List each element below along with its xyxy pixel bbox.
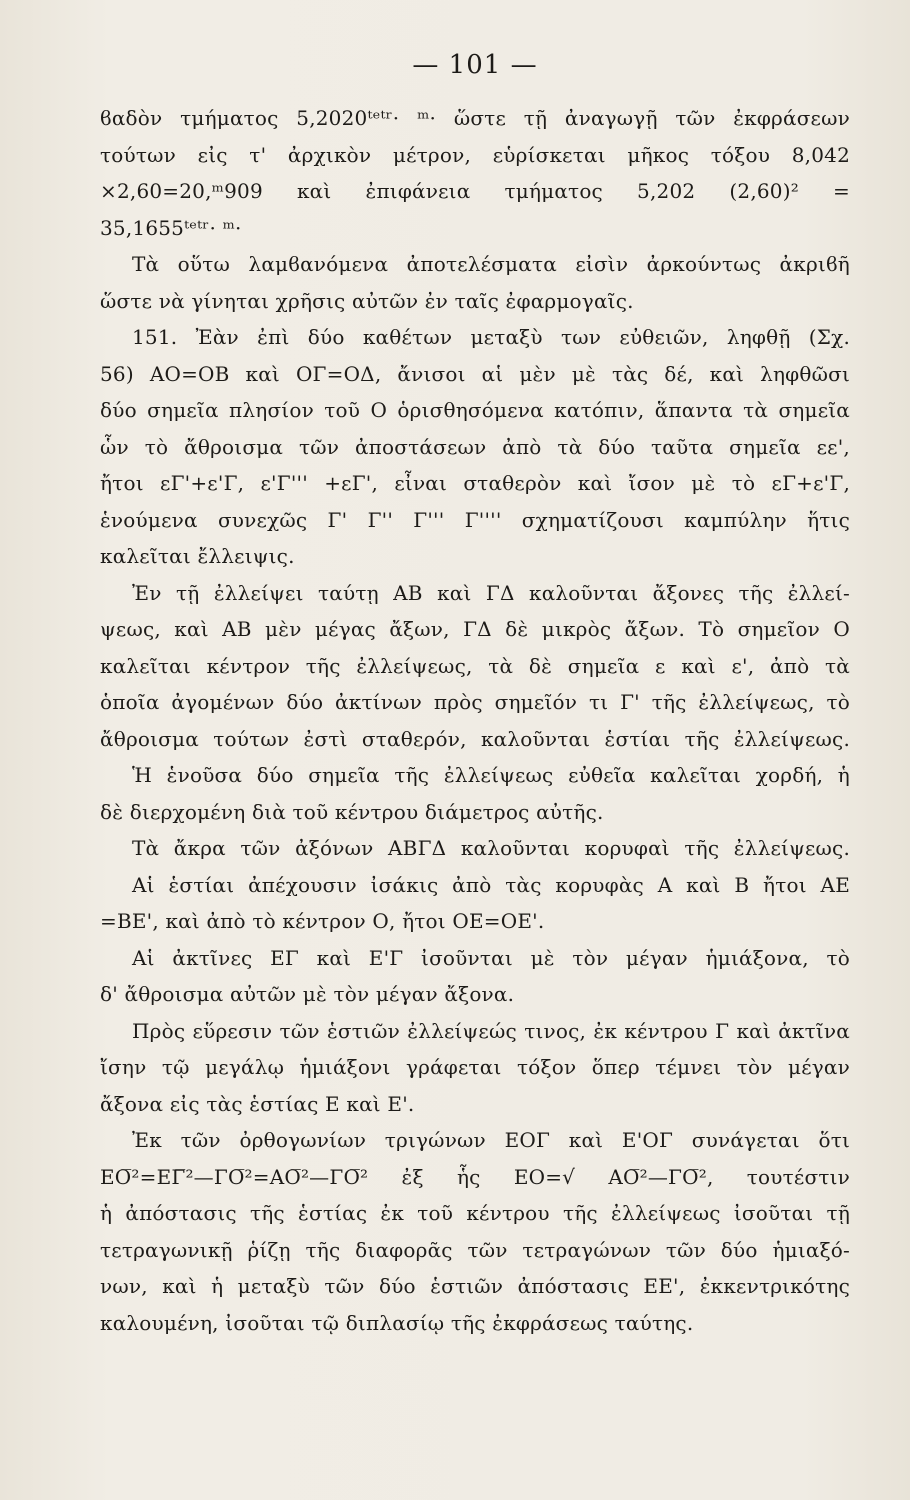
- text-line: 56) ΑΟ=ΟΒ καὶ ΟΓ=ΟΔ, ἄνισοι αἱ μὲν μὲ τὰς δέ, καὶ ληφθῶσι: [100, 361, 850, 386]
- text-line: ἄθροισμα τούτων ἐστὶ σταθερόν, καλοῦνται ἑστίαι τῆς ἐλλείψεως.: [100, 726, 850, 751]
- text-line: δ' ἄθροισμα αὐτῶν μὲ τὸν μέγαν ἄξονα.: [100, 982, 515, 1006]
- text-line: ὧν τὸ ἄθροισμα τῶν ἀποστάσεων ἀπὸ τὰ δύο ταῦτα σημεῖα εε',: [100, 434, 850, 459]
- text-line: Ἐν τῇ ἐλλείψει ταύτῃ ΑΒ καὶ ΓΔ καλοῦνται ἄξονες τῆς ἐλλεί-: [132, 580, 850, 605]
- text-line: ΕΟ̅²=ΕΓ̅²—ΓΟ̅²=ΑΟ̅²—ΓΟ̅² ἐξ ἧς ΕΟ=√ ΑΟ̅²—ΓΟ̅², τουτέστιν: [100, 1164, 850, 1189]
- text-line: ἴσην τῷ μεγάλῳ ἡμιάξονι γράφεται τόξον ὅπερ τέμνει τὸν μέγαν: [100, 1055, 850, 1079]
- text-line: ἄξονα εἰς τὰς ἑστίας Ε καὶ Ε'.: [100, 1091, 415, 1116]
- text-line: καλουμένη, ἰσοῦται τῷ διπλασίῳ τῆς ἐκφράσεως ταύτης.: [100, 1310, 694, 1335]
- text-line: ὁποῖα ἀγομένων δύο ἀκτίνων πρὸς σημεῖόν τι Γ' τῆς ἐλλείψεως, τὸ: [100, 690, 850, 714]
- text-line: Πρὸς εὕρεσιν τῶν ἑστιῶν ἐλλείψεώς τινος, ἐκ κέντρου Γ καὶ ἀκτῖνα: [132, 1018, 850, 1043]
- page-number: — 101 —: [412, 50, 538, 80]
- text-line: νων, καὶ ἡ μεταξὺ τῶν δύο ἑστιῶν ἀπόστασις ΕΕ', ἐκκεντρικότης: [100, 1274, 850, 1298]
- text-line: ϐαδὸν τμήματος 5,2020ᵗᵉᵗʳ· ᵐ· ὥστε τῇ ἀναγωγῇ τῶν ἐκφράσεων: [100, 106, 850, 130]
- text-line: δύο σημεῖα πλησίον τοῦ Ο ὁρισθησόμενα κατόπιν, ἅπαντα τὰ σημεῖα: [100, 398, 850, 422]
- text-line: Αἱ ἀκτῖνες ΕΓ καὶ Ε'Γ ἰσοῦνται μὲ τὸν μέγαν ἡμιάξονα, τὸ: [132, 945, 850, 970]
- text-line: Ἡ ἑνοῦσα δύο σημεῖα τῆς ἐλλείψεως εὐθεῖα καλεῖται χορδή, ἡ: [132, 763, 850, 787]
- text-line: καλεῖται κέντρον τῆς ἐλλείψεως, τὰ δὲ σημεῖα ε καὶ ε', ἀπὸ τὰ: [100, 653, 850, 678]
- text-line: ψεως, καὶ ΑΒ μὲν μέγας ἄξων, ΓΔ δὲ μικρὸς ἄξων. Τὸ σημεῖον Ο: [100, 617, 850, 641]
- text-line: Ἐκ τῶν ὀρθογωνίων τριγώνων ΕΟΓ καὶ Ε'ΟΓ συνάγεται ὅτι: [132, 1128, 850, 1152]
- text-line: δὲ διερχομένη διὰ τοῦ κέντρου διάμετρος αὐτῆς.: [100, 799, 604, 824]
- text-body: [100, 100, 850, 1341]
- text-line: ἡ ἀπόστασις τῆς ἑστίας ἐκ τοῦ κέντρου τῆς ἐλλείψεως ἰσοῦται τῇ: [100, 1201, 850, 1225]
- text-line: ἑνούμενα συνεχῶς Γ' Γ'' Γ''' Γ'''' σχηματίζουσι καμπύλην ἥτις: [100, 507, 850, 532]
- text-line: ἤτοι εΓ'+ε'Γ, ε'Γ''' +εΓ', εἶναι σταθερὸν καὶ ἴσον μὲ τὸ εΓ+ε'Γ,: [100, 471, 850, 495]
- text-line: τετραγωνικῇ ῥίζῃ τῆς διαφορᾶς τῶν τετραγώνων τῶν δύο ἡμιαξό-: [100, 1237, 850, 1262]
- text-line: Τὰ ἄκρα τῶν ἀξόνων ΑΒΓΔ καλοῦνται κορυφαὶ τῆς ἐλλείψεως.: [132, 836, 850, 860]
- text-line: τούτων εἰς τ' ἀρχικὸν μέτρον, εὑρίσκεται μῆκος τόξου 8,042: [100, 142, 850, 167]
- text-line: ὥστε νὰ γίνηται χρῆσις αὐτῶν ἐν ταῖς ἐφαρμογαῖς.: [100, 288, 634, 313]
- text-line: καλεῖται ἔλλειψις.: [100, 544, 295, 568]
- text-line: 151. Ἐὰν ἐπὶ δύο καθέτων μεταξὺ των εὐθειῶν, ληφθῇ (Σχ.: [132, 325, 850, 349]
- text-line: Τὰ οὕτω λαμϐανόμενα ἀποτελέσματα εἰσὶν ἀρκούντως ἀκριϐῆ: [132, 252, 850, 276]
- text-line: 35,1655ᵗᵉᵗʳ· ᵐ·: [100, 215, 242, 240]
- text-line: =ΒΕ', καὶ ἀπὸ τὸ κέντρον Ο, ἤτοι ΟΕ=ΟΕ'.: [100, 909, 545, 933]
- text-line: ×2,60=20,ᵐ909 καὶ ἐπιφάνεια τμήματος 5,202 (2,60)² =: [100, 179, 850, 203]
- text-line: Αἱ ἑστίαι ἀπέχουσιν ἰσάκις ἀπὸ τὰς κορυφὰς Α καὶ Β ἤτοι ΑΕ: [132, 872, 850, 897]
